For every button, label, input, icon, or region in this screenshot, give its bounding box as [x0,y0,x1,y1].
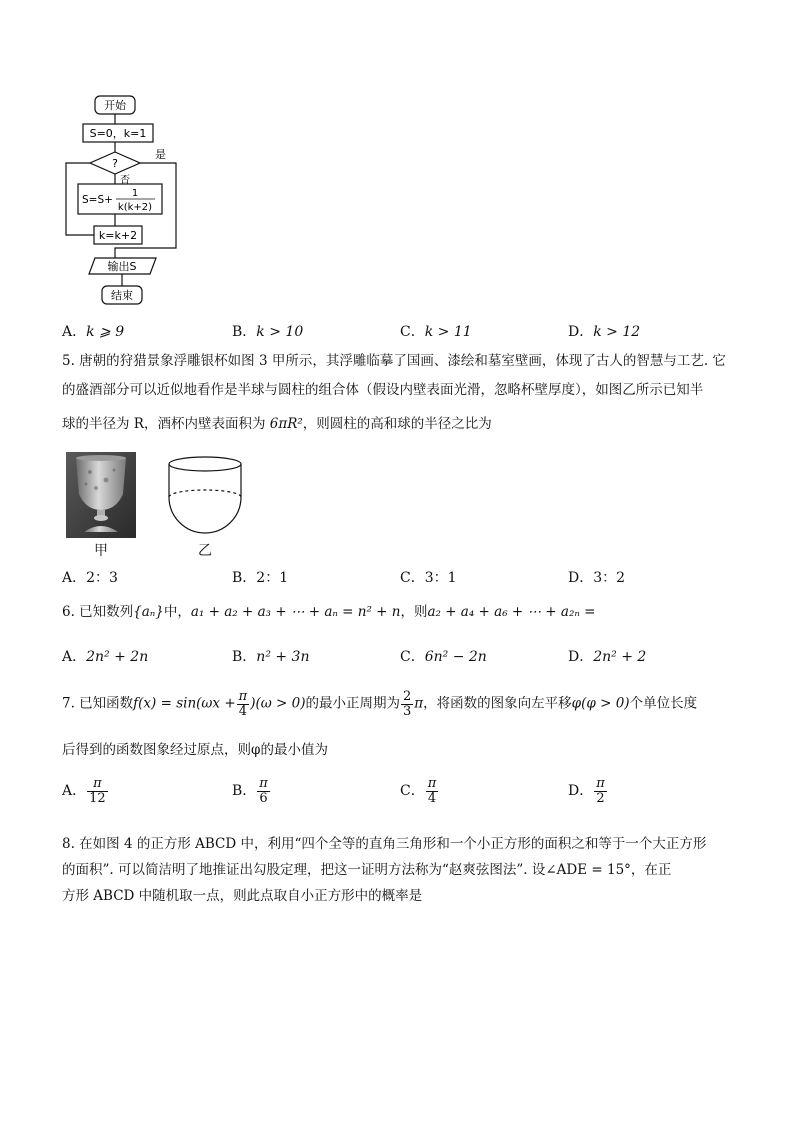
q7-line-2: 后得到的函数图象经过原点，则φ的最小值为 [62,742,328,758]
flowchart-update-prefix: S=S+ [82,194,113,206]
flowchart [60,90,190,310]
q5-option-b: B．2：1 [232,570,289,586]
q6-option-d: D．2n² + 2 [568,649,647,665]
q5-line-2: 的盛酒部分可以近似地看作是半球与圆柱的组合体（假设内壁表面光滑，忽略杯壁厚度），如图乙所示已知半 [62,382,704,398]
q7-option-a: A． $\frac{\pi}{12}$ [62,776,106,806]
q6-option-c: C．6n² − 2n [400,649,487,665]
q8-line-1: 8. 在如图 4 的正方形 ABCD 中，利用“四个全等的直角三角形和一个小正方形的面积之和等于一个大正方形 [62,836,707,852]
q4-option-d: D．k > 12 [568,324,641,340]
q4-option-a: A．k ⩾ 9 [62,324,125,340]
q6-stem: 6. 已知数列{aₙ}中，a₁ + a₂ + a₃ + ⋯ + aₙ = n² + n，则a₂ + a₄ + a₆ + ⋯ + a₂ₙ = [62,604,596,620]
q7-option-b: B． $\frac{\pi}{6}$ [232,776,268,806]
q6-option-a: A．2n² + 2n [62,649,149,665]
figure-label-yi: 乙 [198,543,212,559]
q5-option-c: C．3：1 [400,570,457,586]
q5-option-a: A．2：3 [62,570,118,586]
flowchart-step: k=k+2 [98,229,138,242]
q5-line-3: 球的半径为 R，酒杯内壁表面积为 6πR²，则圆柱的高和球的半径之比为 [62,416,492,432]
flowchart-yes: 是 [155,148,166,161]
flowchart-update-den: k(k+2) [117,202,153,213]
flowchart-output: 输出S [107,260,137,273]
q6-option-b: B．n² + 3n [232,649,310,665]
q4-option-b: B．k > 10 [232,324,304,340]
cup-diagram [165,455,245,537]
flowchart-end: 结束 [111,289,133,302]
flowchart-start: 开始 [104,99,126,112]
q8-line-2: 的面积”. 可以简洁明了地推证出勾股定理，把这一证明方法称为“赵爽弦图法”. 设∠ADE = 15°，在正 [62,862,672,878]
flowchart-update-num: 1 [131,188,139,199]
q7-option-c: C． $\frac{\pi}{4}$ [400,776,437,806]
q7-option-d: D． $\frac{\pi}{2}$ [568,776,605,806]
cup-photo [66,452,136,538]
q5-option-d: D．3：2 [568,570,626,586]
q8-line-3: 方形 ABCD 中随机取一点，则此点取自小正方形中的概率是 [62,888,423,904]
q4-option-c: C．k > 11 [400,324,472,340]
flowchart-condition: ? [112,157,118,170]
flowchart-no: 否 [120,175,130,186]
q7-stem: 7. 已知函数f(x) = sin(ωx + $\frac{\pi}{4}$ )(ω > 0)的最小正周期为 $\frac{2}{3}$ π，将函数的图象向左平移φ(φ > 0)个单位长度 [62,689,698,719]
flowchart-init: S=0，k=1 [89,127,147,140]
q5-line-1: 5. 唐朝的狩猎景象浮雕银杯如图 3 甲所示，其浮雕临摹了国画、漆绘和墓室壁画，体现了古人的智慧与工艺. 它 [62,353,726,369]
figure-label-jia: 甲 [94,543,108,559]
